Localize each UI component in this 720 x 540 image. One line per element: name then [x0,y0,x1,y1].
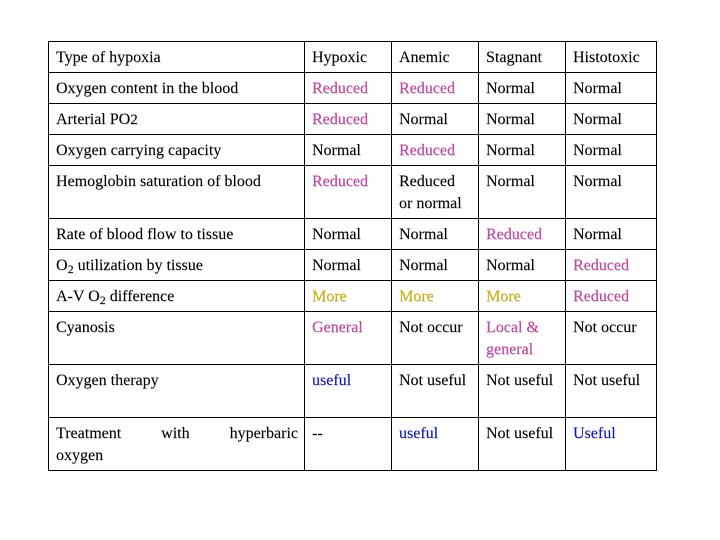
row-label: Rate of blood flow to tissue [49,219,305,250]
table-cell: Normal [566,73,657,104]
table-row [49,312,657,365]
table-cell: Not occur [566,312,657,365]
table-cell: Not useful [566,365,657,418]
row-label-pre: A-V O [56,288,100,305]
table-row [49,281,657,312]
table-cell: Normal [392,219,479,250]
table-row [49,73,657,104]
table-cell: Normal [479,135,566,166]
row-label-post: difference [105,288,175,305]
table-cell: Normal [479,166,566,219]
row-label: Hemoglobin saturation of blood [49,166,305,219]
table-cell: Not useful [479,365,566,418]
table-cell: Normal [479,73,566,104]
table-row [49,135,657,166]
table-cell: Normal [479,250,566,281]
table-cell: More [305,281,392,312]
header-histotoxic: Histotoxic [566,42,657,73]
header-hypoxic: Hypoxic [305,42,392,73]
table-cell: -- [305,418,392,471]
table-cell: Useful [566,418,657,471]
table-cell: useful [305,365,392,418]
table-cell: Normal [305,219,392,250]
table-cell: Normal [305,250,392,281]
row-label [49,418,305,471]
header-stagnant: Stagnant [479,42,566,73]
row-label-post: utilization by tissue [73,257,203,274]
table-cell: Reduced [305,73,392,104]
table-cell: Local & general [479,312,566,365]
table-cell: Reduced [479,219,566,250]
table-row [49,250,657,281]
table-cell: Normal [305,135,392,166]
row-label-word: Treatment [56,425,122,442]
row-label-line2: oxygen [56,447,104,464]
table-cell: More [479,281,566,312]
table-row [49,365,657,418]
table-cell: Not useful [479,418,566,471]
table-cell: Normal [566,104,657,135]
table-cell: Normal [392,250,479,281]
table-row [49,418,657,471]
table-cell: Reduced [392,135,479,166]
row-label [49,281,305,312]
row-label: Oxygen therapy [49,365,305,418]
table-row [49,166,657,219]
row-label-sub: 2 [67,262,74,276]
row-label-pre: O [56,257,68,274]
header-row [49,42,657,73]
table-cell: Not useful [392,365,479,418]
row-label-line1 [56,423,298,445]
table-cell: Reduced [566,250,657,281]
table-cell: Normal [479,104,566,135]
row-label-main: Arterial PO [56,111,131,128]
row-label [49,250,305,281]
row-label-word: with [161,425,190,442]
row-label: Oxygen carrying capacity [49,135,305,166]
row-label: Cyanosis [49,312,305,365]
table-cell: useful [392,418,479,471]
table-cell: Normal [566,135,657,166]
table-row [49,104,657,135]
table-row [49,219,657,250]
header-anemic: Anemic [392,42,479,73]
row-label: Oxygen content in the blood [49,73,305,104]
header-label: Type of hypoxia [49,42,305,73]
row-label-sub: 2 [99,293,106,307]
table-cell: General [305,312,392,365]
table-cell: Normal [392,104,479,135]
table-cell: Reduced [305,104,392,135]
table-cell: Normal [566,219,657,250]
table-cell: Reduced or normal [392,166,479,219]
table-cell: Reduced [566,281,657,312]
table-cell: More [392,281,479,312]
table-cell: Reduced [305,166,392,219]
row-label-tail: 2 [130,112,138,128]
table-cell: Normal [566,166,657,219]
row-label [49,104,305,135]
table-cell: Not occur [392,312,479,365]
hypoxia-table [48,41,657,471]
row-label-word: hyperbaric [229,425,298,442]
table-cell: Reduced [392,73,479,104]
